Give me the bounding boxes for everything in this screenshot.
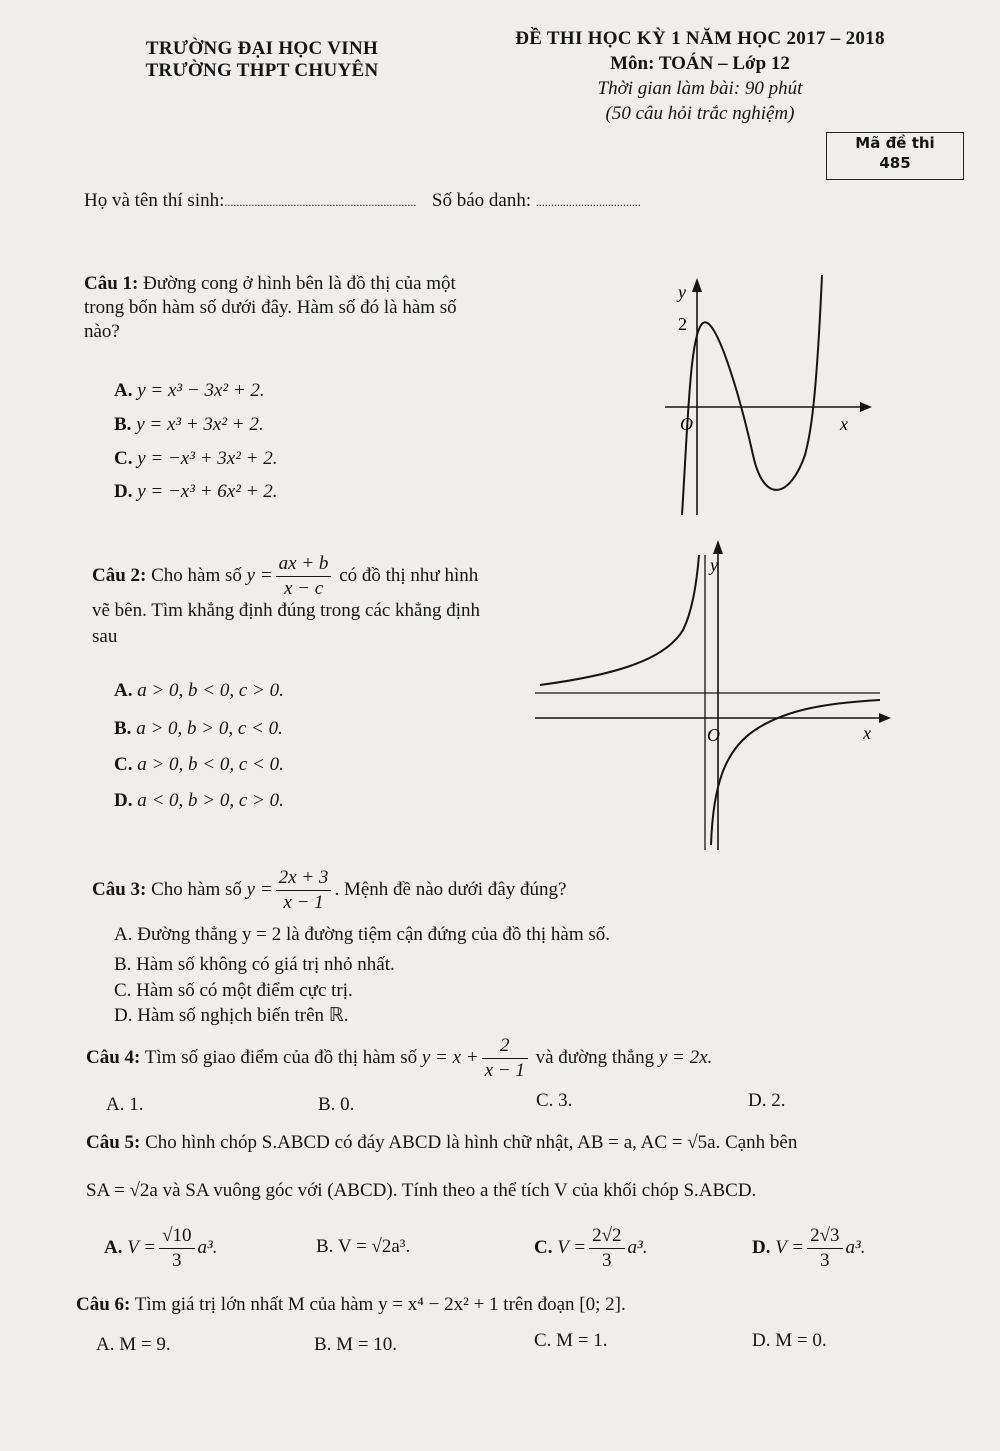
question-2-continued: [92, 598, 480, 650]
option-lhs: V =: [127, 1236, 157, 1258]
hyperbola-left-branch: [540, 555, 699, 685]
option-math: y = −x³ + 3x² + 2.: [137, 448, 278, 469]
fraction-denominator: 3: [172, 1250, 182, 1271]
question-1-option-d[interactable]: [114, 481, 277, 503]
question-1: [84, 272, 457, 344]
question-3-option-b[interactable]: [114, 954, 395, 976]
y-axis-label: y: [710, 555, 718, 575]
question-4-lhs: y = x +: [421, 1046, 479, 1068]
option-text: C. 3.: [536, 1090, 573, 1111]
question-3: [92, 866, 566, 915]
option-post: a³.: [627, 1236, 648, 1258]
question-6-text: Tìm giá trị lớn nhất M của hàm y = x⁴ − 2x² + 1 trên đoạn [0; 2].: [134, 1294, 626, 1315]
exam-header: [455, 26, 945, 126]
question-4-option-c[interactable]: [536, 1090, 572, 1112]
question-6-option-a[interactable]: [96, 1334, 171, 1356]
x-axis-arrow-icon: [879, 713, 891, 723]
question-2-label: Câu 2:: [92, 564, 147, 586]
exam-code-value: 485: [879, 154, 911, 172]
option-math: a > 0, b > 0, c < 0.: [136, 718, 283, 739]
exam-subject: Môn: TOÁN – Lớp 12: [610, 53, 790, 74]
question-3-option-a[interactable]: [114, 924, 610, 946]
question-3-fraction: [276, 866, 332, 915]
option-text: C. M = 1.: [534, 1330, 608, 1351]
question-6-option-b[interactable]: [314, 1334, 397, 1356]
candidate-id-label: Số báo danh:: [431, 190, 532, 211]
fraction-denominator: x − 1: [484, 1060, 525, 1081]
school-header: [112, 38, 412, 82]
option-text: A. M = 9.: [96, 1334, 171, 1355]
origin-label: O: [680, 414, 693, 434]
question-3-text-b: . Mệnh đề nào dưới đây đúng?: [334, 878, 567, 900]
y-tick-label: 2: [678, 314, 687, 334]
y-axis-label: y: [678, 282, 686, 302]
option-letter: D.: [114, 481, 133, 502]
question-1-text-line1: Đường cong ở hình bên là đồ thị của một: [143, 273, 456, 294]
option-text: A. Đường thẳng y = 2 là đường tiệm cận đứng của đồ thị hàm số.: [114, 924, 610, 945]
option-math: y = x³ + 3x² + 2.: [136, 414, 264, 435]
option-letter: A.: [114, 680, 133, 701]
candidate-name-label: Họ và tên thí sinh:: [84, 190, 225, 211]
fraction-denominator: 3: [820, 1250, 830, 1271]
option-fraction: [807, 1224, 842, 1273]
question-4-option-a[interactable]: [106, 1094, 143, 1116]
option-letter: A.: [104, 1236, 123, 1258]
fraction-numerator: 2: [482, 1034, 528, 1059]
exam-code-box: [826, 132, 964, 180]
question-3-option-d[interactable]: [114, 1004, 349, 1027]
question-5-label: Câu 5:: [86, 1132, 141, 1153]
question-2-lhs: y =: [246, 564, 273, 586]
question-2-text-b: có đồ thị như hình: [339, 564, 479, 586]
x-axis-label: x: [863, 723, 871, 743]
option-text: D. M = 0.: [752, 1330, 827, 1351]
question-3-lhs: y =: [246, 878, 273, 900]
option-lhs: V =: [557, 1236, 587, 1258]
option-post: a³.: [197, 1236, 218, 1258]
option-letter: B.: [114, 718, 132, 739]
question-5: [86, 1130, 797, 1156]
option-math: a > 0, b < 0, c < 0.: [137, 754, 284, 775]
question-5-text-line2: SA = √2a và SA vuông góc với (ABCD). Tính theo a thể tích V của khối chóp S.ABCD.: [86, 1180, 757, 1201]
exam-title: ĐỀ THI HỌC KỲ 1 NĂM HỌC 2017 – 2018: [515, 28, 885, 49]
question-4: [86, 1034, 712, 1083]
question-4-option-b[interactable]: [318, 1094, 354, 1116]
question-3-label: Câu 3:: [92, 878, 147, 900]
option-text: C. Hàm số có một điểm cực trị.: [114, 980, 353, 1001]
fraction-numerator: √10: [159, 1224, 194, 1249]
question-2-fraction: [276, 552, 332, 601]
option-text: D. Hàm số nghịch biến trên ℝ.: [114, 1005, 349, 1026]
question-2-text-a: Cho hàm số: [151, 564, 242, 586]
question-6-option-c[interactable]: [534, 1330, 608, 1352]
exam-duration: Thời gian làm bài: 90 phút: [597, 78, 803, 99]
origin-label: O: [707, 725, 720, 745]
question-4-label: Câu 4:: [86, 1046, 141, 1068]
question-2: [92, 552, 478, 601]
fraction-numerator: 2x + 3: [276, 866, 332, 891]
question-6-label: Câu 6:: [76, 1294, 131, 1315]
question-4-text-a: Tìm số giao điểm của đồ thị hàm số: [144, 1046, 418, 1068]
question-6: [76, 1292, 626, 1318]
exam-code-label: Mã đề thi: [855, 134, 935, 152]
exam-question-count: (50 câu hỏi trắc nghiệm): [605, 103, 795, 124]
school-name-1: TRƯỜNG ĐẠI HỌC VINH: [145, 38, 379, 59]
question-6-option-d[interactable]: [752, 1330, 827, 1352]
fraction-denominator: x − 1: [283, 892, 324, 913]
question-4-fraction: [482, 1034, 528, 1083]
option-text: A. 1.: [106, 1094, 144, 1115]
fraction-denominator: 3: [602, 1250, 612, 1271]
question-2-graph: [535, 535, 895, 855]
option-text: B. Hàm số không có giá trị nhỏ nhất.: [114, 954, 395, 975]
question-1-option-a[interactable]: [114, 380, 265, 402]
option-letter: C.: [534, 1236, 553, 1258]
option-letter: A.: [114, 380, 133, 401]
fraction-numerator: 2√3: [807, 1224, 842, 1249]
question-5-option-c[interactable]: [534, 1224, 647, 1273]
fraction-numerator: 2√2: [589, 1224, 624, 1249]
x-axis-arrow-icon: [860, 402, 872, 412]
question-2-option-d[interactable]: [114, 790, 284, 812]
option-math: a < 0, b > 0, c > 0.: [137, 790, 284, 811]
option-letter: C.: [114, 754, 133, 775]
school-name-2: TRƯỜNG THPT CHUYÊN: [145, 60, 379, 81]
candidate-name-dots: ................................................................: [224, 195, 417, 209]
question-2-option-a[interactable]: [114, 680, 284, 702]
option-letter: B.: [114, 414, 132, 435]
fraction-numerator: ax + b: [276, 552, 332, 577]
option-text: B. M = 10.: [314, 1334, 398, 1355]
option-text: B. V = √2a³.: [316, 1236, 411, 1257]
y-axis-arrow-icon: [713, 540, 723, 554]
question-4-option-d[interactable]: [748, 1090, 785, 1112]
option-letter: D.: [114, 790, 133, 811]
candidate-line: [84, 188, 641, 215]
candidate-id-dots: ...................................: [535, 195, 641, 209]
question-4-rhs: y = 2x.: [658, 1046, 713, 1068]
question-2-option-c[interactable]: [114, 754, 284, 776]
hyperbola-right-branch: [711, 700, 880, 845]
question-4-text-b: và đường thẳng: [535, 1046, 655, 1068]
cubic-curve: [682, 275, 822, 515]
question-5-text-line1: Cho hình chóp S.ABCD có đáy ABCD là hình chữ nhật, AB = a, AC = √5a. Cạnh bên: [145, 1132, 798, 1153]
option-text: B. 0.: [318, 1094, 355, 1115]
option-fraction: [589, 1224, 624, 1273]
question-1-option-c[interactable]: [114, 448, 277, 470]
question-3-option-c[interactable]: [114, 980, 353, 1002]
question-2-text-line2: vẽ bên. Tìm khẳng định đúng trong các khẳng định: [92, 600, 481, 621]
option-math: y = x³ − 3x² + 2.: [137, 380, 265, 401]
question-5-option-a[interactable]: [104, 1224, 217, 1273]
option-letter: C.: [114, 448, 133, 469]
question-1-graph: [660, 270, 880, 520]
question-5-option-b[interactable]: [316, 1236, 410, 1258]
option-post: a³.: [845, 1236, 866, 1258]
question-5-option-d[interactable]: [752, 1224, 865, 1273]
option-letter: D.: [752, 1236, 771, 1258]
question-1-text-line2: trong bốn hàm số dưới đây. Hàm số đó là hàm số: [84, 297, 457, 318]
fraction-denominator: x − c: [283, 578, 324, 599]
question-3-text-a: Cho hàm số: [151, 878, 242, 900]
x-axis-label: x: [840, 414, 848, 434]
option-math: y = −x³ + 6x² + 2.: [137, 481, 278, 502]
option-math: a > 0, b < 0, c > 0.: [137, 680, 284, 701]
question-1-label: Câu 1:: [84, 273, 139, 294]
option-fraction: [159, 1224, 194, 1273]
question-2-text-line3: sau: [92, 626, 118, 647]
question-1-option-b[interactable]: [114, 414, 264, 436]
option-text: D. 2.: [748, 1090, 786, 1111]
question-2-option-b[interactable]: [114, 718, 283, 740]
y-axis-arrow-icon: [692, 278, 702, 292]
option-lhs: V =: [775, 1236, 805, 1258]
question-1-text-line3: nào?: [84, 321, 120, 342]
